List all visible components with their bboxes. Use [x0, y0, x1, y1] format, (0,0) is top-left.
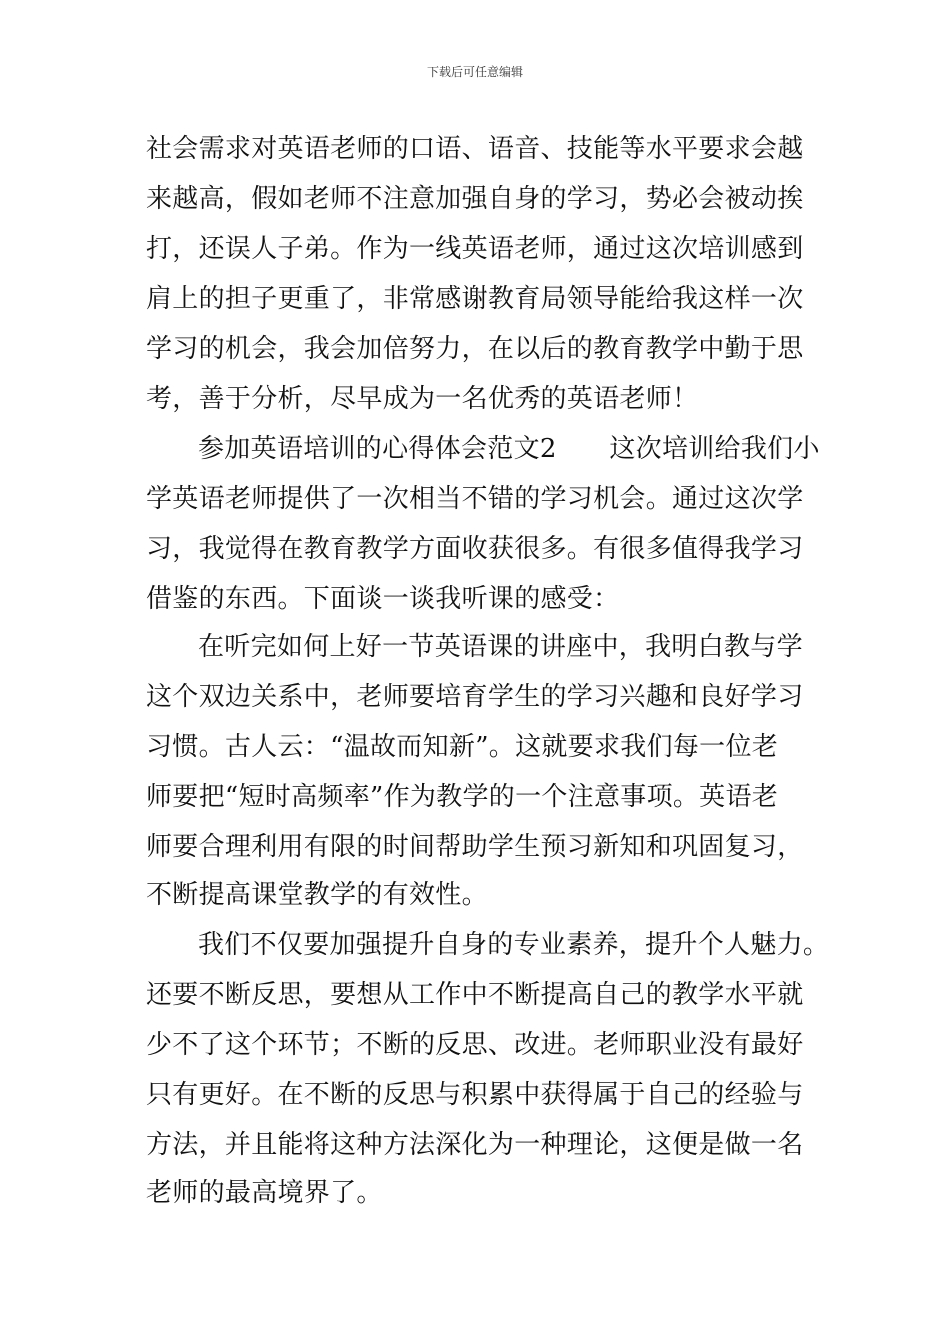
body-line: 习，我觉得在教育教学方面收获很多。有很多值得我学习 — [146, 534, 804, 564]
body-line: 借鉴的东西。下面谈一谈我听课的感受： — [146, 584, 620, 614]
body-line: 习惯。古人云：“温故而知新”。这就要求我们每一位老 — [146, 732, 779, 762]
body-line: 只有更好。在不断的反思与积累中获得属于自己的经验与 — [146, 1080, 804, 1110]
body-line: 少不了这个环节；不断的反思、改进。老师职业没有最好 — [146, 1030, 804, 1060]
body-line: 社会需求对英语老师的口语、语音、技能等水平要求会越 — [146, 134, 804, 164]
section-heading-line: 参加英语培训的心得体会范文2 这次培训给我们小 — [198, 434, 820, 464]
paragraph-start-line: 我们不仅要加强提升自身的专业素养，提升个人魅力。 — [198, 930, 830, 960]
body-line: 来越高，假如老师不注意加强自身的学习，势必会被动挨 — [146, 184, 804, 214]
body-line: 打，还误人子弟。作为一线英语老师，通过这次培训感到 — [146, 234, 804, 264]
body-line: 这个双边关系中，老师要培育学生的学习兴趣和良好学习 — [146, 682, 804, 712]
body-line: 还要不断反思，要想从工作中不断提高自己的教学水平就 — [146, 980, 804, 1010]
body-line: 肩上的担子更重了，非常感谢教育局领导能给我这样一次 — [146, 284, 804, 314]
body-line: 师要合理利用有限的时间帮助学生预习新知和巩固复习， — [146, 832, 804, 862]
body-line: 不断提高课堂教学的有效性。 — [146, 880, 488, 910]
body-line: 方法，并且能将这种方法深化为一种理论，这便是做一名 — [146, 1130, 804, 1160]
body-line: 老师的最高境界了。 — [146, 1178, 383, 1208]
body-line: 学英语老师提供了一次相当不错的学习机会。通过这次学 — [146, 484, 804, 514]
paragraph-start-line: 在听完如何上好一节英语课的讲座中，我明白教与学 — [198, 632, 803, 662]
page-header: 下载后可任意编辑 — [426, 65, 523, 79]
body-line: 师要把“短时高频率”作为教学的一个注意事项。英语老 — [146, 782, 779, 812]
body-line: 学习的机会，我会加倍努力，在以后的教育教学中勤于思 — [146, 334, 804, 364]
body-line: 考，善于分析，尽早成为一名优秀的英语老师！ — [146, 384, 699, 414]
